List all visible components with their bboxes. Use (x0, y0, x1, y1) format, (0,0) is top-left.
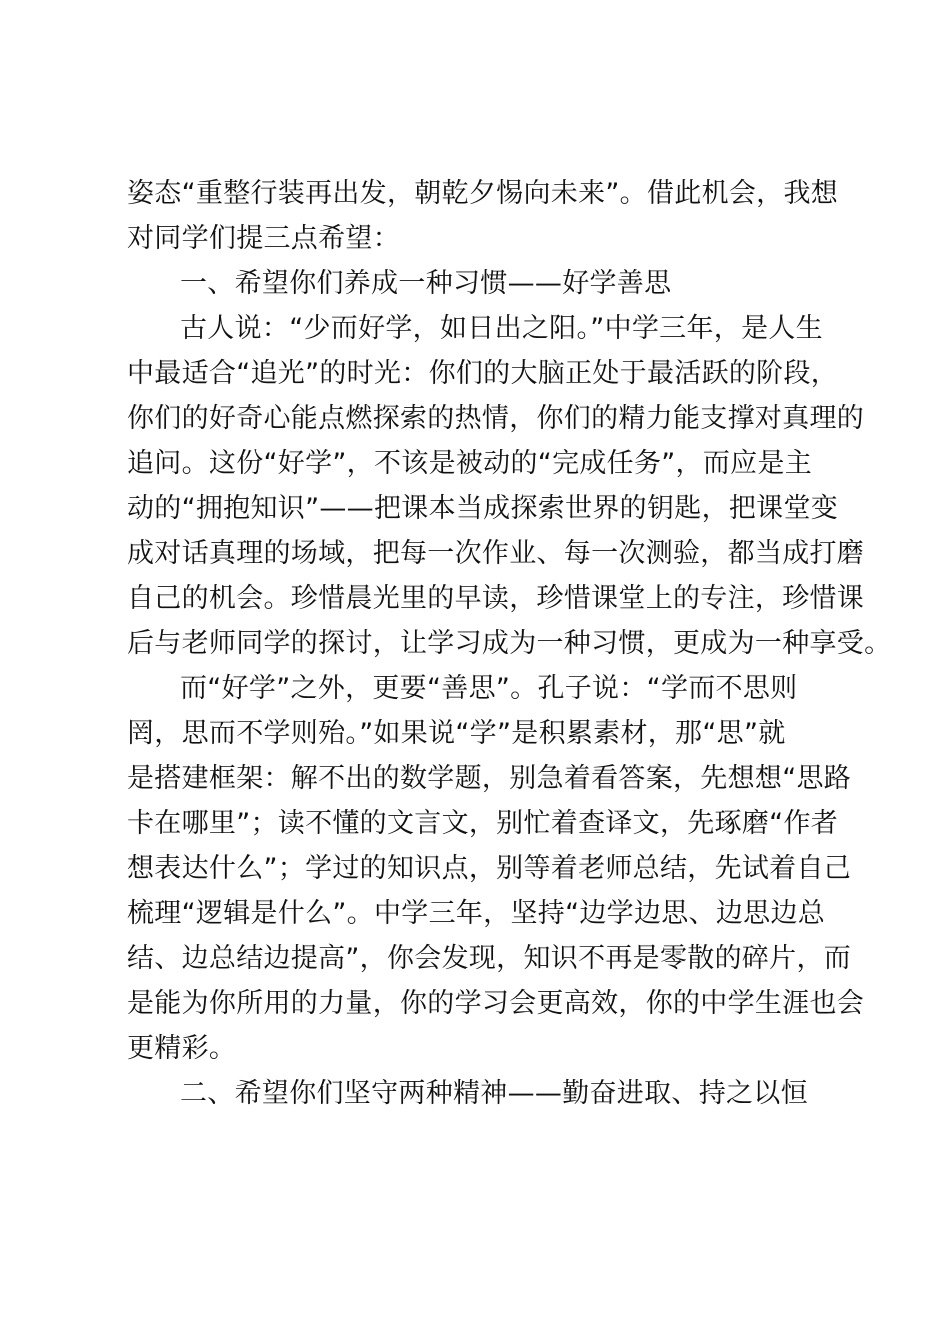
text-line: 梳理“逻辑是什么”。中学三年，坚持“边学边思、边思边总 (127, 898, 826, 929)
text-line: 自己的机会。珍惜晨光里的早读，珍惜课堂上的专注，珍惜课 (127, 583, 865, 614)
text-line: 动的“拥抱知识”——把课本当成探索世界的钥匙，把课堂变 (127, 493, 839, 524)
text-line: 罔，思而不学则殆。”如果说“学”是积累素材，那“思”就 (127, 718, 786, 749)
text-line: 后与老师同学的探讨，让学习成为一种习惯，更成为一种享受。 (127, 628, 892, 659)
section-heading: 二、希望你们坚守两种精神——勤奋进取、持之以恒 (180, 1078, 808, 1109)
text-line: 想表达什么”；学过的知识点，别等着老师总结，先试着自己 (127, 853, 852, 884)
text-line: 成对话真理的场域，把每一次作业、每一次测验，都当成打磨 (127, 538, 865, 569)
text-line: 是能为你所用的力量，你的学习会更高效，你的中学生涯也会 (127, 988, 865, 1019)
text-line: 更精彩。 (127, 1033, 237, 1064)
text-line: 古人说：“少而好学，如日出之阳。”中学三年，是人生 (180, 313, 823, 344)
section-heading: 一、希望你们养成一种习惯——好学善思 (180, 268, 672, 299)
text-line: 追问。这份“好学”，不该是被动的“完成任务”，而应是主 (127, 448, 813, 479)
text-line: 中最适合“追光”的时光：你们的大脑正处于最活跃的阶段， (127, 358, 839, 389)
text-line: 卡在哪里”；读不懂的文言文，别忙着查译文，先琢磨“作者 (127, 808, 839, 839)
text-line: 而“好学”之外，更要“善思”。孔子说：“学而不思则 (180, 673, 798, 704)
text-line: 是搭建框架：解不出的数学题，别急着看答案，先想想“思路 (127, 763, 852, 794)
text-line: 对同学们提三点希望： (127, 223, 400, 254)
text-line: 你们的好奇心能点燃探索的热情，你们的精力能支撑对真理的 (127, 403, 865, 434)
text-line: 姿态“重整行装再出发，朝乾夕惕向未来”。借此机会，我想 (127, 178, 839, 209)
text-line: 结、边总结边提高”，你会发现，知识不再是零散的碎片，而 (127, 943, 852, 974)
